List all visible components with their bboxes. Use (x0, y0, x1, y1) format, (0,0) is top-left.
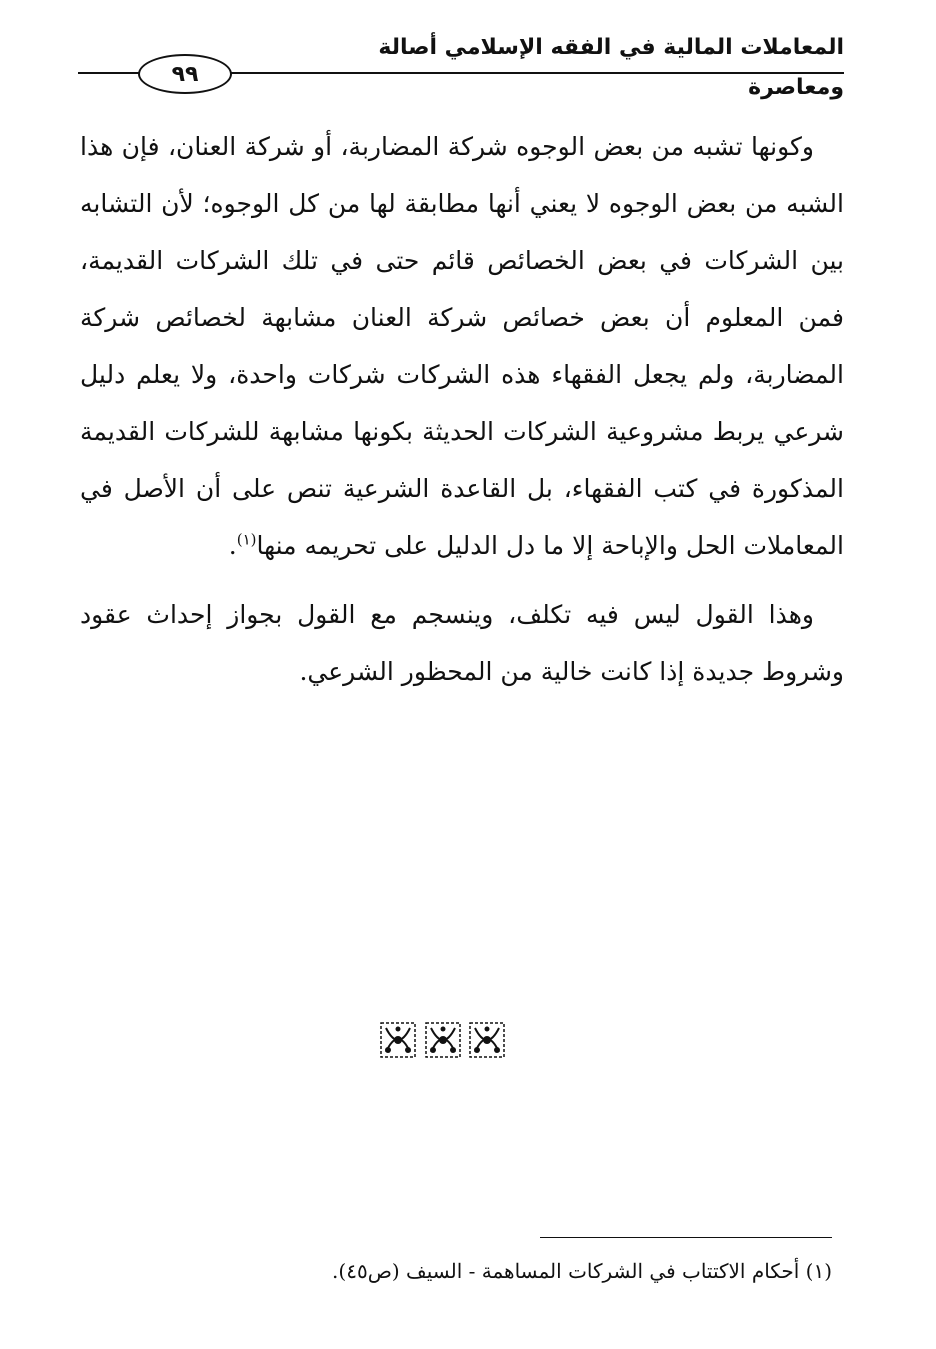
footnote-separator (540, 1237, 832, 1238)
footnote-marker: (١) (805, 1259, 832, 1283)
floral-ornament-icon (380, 1022, 416, 1058)
paragraph-1-text: وكونها تشبه من بعض الوجوه شركة المضاربة، أو شركة العنان، فإن هذا الشبه من بعض الوجوه لا يعني أنها مطابقة لها من كل الوجوه؛ لأن التشابه بين الشركات في بعض الخصائص قائم حتى في تلك الشركات القديمة، فمن المعلوم أن بعض خصائص شركة العنان مشابهة لخصائص شركة المضاربة، ولم يجعل الفقهاء هذه الشركات شركات واحدة، ولا يعلم دليل شرعي يربط مشروعية الشركات الحديثة بكونها مشابهة للشركات القديمة المذكورة في كتب الفقهاء، بل القاعدة الشرعية تنص على أن الأصل في المعاملات الحل والإباحة إلا ما دل الدليل على تحريمه منها (80, 132, 844, 560)
paragraph-2: وهذا القول ليس فيه تكلف، وينسجم مع القول بجواز إحداث عقود وشروط جديدة إذا كانت خالية من المحظور الشرعي. (80, 600, 844, 686)
paragraph-1-ending: . (228, 531, 237, 560)
footnote-text: أحكام الاكتتاب في الشركات المساهمة - السيف (ص٤٥). (332, 1259, 800, 1283)
paragraph-1 (80, 118, 844, 574)
floral-ornament-icon (469, 1022, 505, 1058)
page-number (138, 54, 232, 94)
footnote-1 (132, 1254, 832, 1288)
section-end-ornament (380, 1022, 505, 1058)
main-text (80, 118, 844, 712)
footnote-reference: (١) (236, 530, 257, 549)
page-number-text: ٩٩ (171, 61, 199, 87)
floral-ornament-icon (425, 1022, 461, 1058)
running-title: المعاملات المالية في الفقه الإسلامي أصالة ومعاصرة (378, 35, 844, 100)
